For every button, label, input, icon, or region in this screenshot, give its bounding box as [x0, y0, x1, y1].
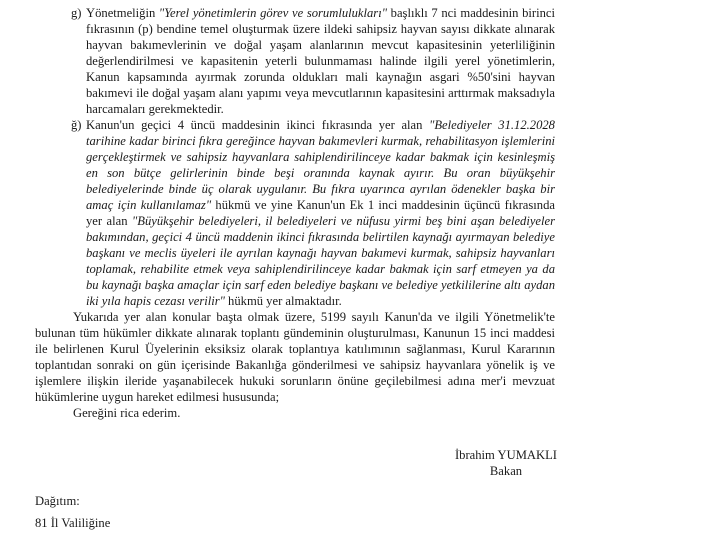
paragraph-g-text: Yönetmeliğin "Yerel yönetimlerin görev ve sorumlulukları" başlıklı 7 nci maddesinin birinci fıkrasının (p) bendine temel oluşturmak üzere ildeki sahipsiz hayvan sayısı dikkate alınarak hayvan bakımevlerinin ve doğal yaşam alanlarının mevcut kapasitesinin yeterliliğinin değerlendirilmesi ve kapasitenin yeterli bulunmaması halinde ilgili yerel yönetimlerin, Kanun kapsamında ayırmak zorunda oldukları mali kaynağın asgari %50'sini hayvan bakımevi ile doğal yaşam alanı yapımı veya mevcutlarının kapasitesini arttırmak maksadıyla harcamaları gerekmektedir.	[86, 6, 555, 116]
regards-line: Gereğini rica ederim.	[73, 406, 181, 420]
list-marker-g-breve: ğ)	[71, 118, 82, 132]
signature-name: İbrahim YUMAKLI	[454, 448, 557, 462]
paragraph-item-g-breve	[71, 117, 555, 309]
signature-title: Bakan	[489, 464, 523, 478]
distribution-label: Dağıtım:	[35, 494, 80, 508]
list-marker-g: g)	[71, 6, 82, 20]
closing-paragraph: Yukarıda yer alan konular başta olmak üzere, 5199 sayılı Kanun'da ve ilgili Yönetmelik'te bulunan tüm hükümler dikkate alınarak toplantı gündeminin oluşturulması, Kanunun 15 inci maddesi ile belirlenen Kurul Üyelerinin eksiksiz olarak toplantıya katılımının sağlanması, Kurul Kararının toplantıdan sonraki on gün içerisinde Bakanlığa gönderilmesi ve sahipsiz hayvanlara yönelik iş ve işlemlere ilişkin ileride yaşanabilecek hukuki sorunların önüne geçilebilmesi adına mer'i mevzuat hükümlerine uygun hareket edilmesi hususunda;	[35, 310, 555, 404]
distribution-block	[35, 493, 702, 531]
distribution-item: 81 İl Valiliğine	[35, 516, 111, 530]
signature-block	[420, 447, 592, 479]
paragraph-item-g	[71, 5, 555, 117]
paragraph-g-breve-text: Kanun'un geçici 4 üncü maddesinin ikinci fıkrasında yer alan "Belediyeler 31.12.2028 tarihine kadar birinci fıkra gereğince hayvan bakımevleri kurmak, rehabilitasyon işlemlerini gerçekleştirmek ve sahipsiz hayvanlara sahiplendirilinceye kadar bakmak için kesinleşmiş en son bütçe gelirlerinin binde beşi oranında kaynak ayırır. Bu oran büyükşehir belediyelerinde binde üç olarak uygulanır. Bu fıkra uyarınca ayrılan ödenekler başka bir amaç için kullanılamaz" hükmü ve yine Kanun'un Ek 1 inci maddesinin üçüncü fıkrasında yer alan "Büyükşehir belediyeleri, il belediyeleri ve nüfusu yirmi beş bini aşan belediyeler bakımından, geçici 4 üncü maddenin ikinci fıkrasında belirtilen kaynağı ayırmayan belediye başkanı ve meclis üyeleri ile ayrılan kaynağı hayvan bakımevi kurmak, sahipsiz hayvanları toplamak, rehabilite etmek veya sahiplendirilinceye kadar bakmak için sarf etmeyen ya da bu kaynağı başka amaçlar için sarf eden belediye başkanı ve belediye yetkililerine altı aydan iki yıla hapis cezası verilir" hükmü yer almaktadır.	[86, 118, 555, 308]
